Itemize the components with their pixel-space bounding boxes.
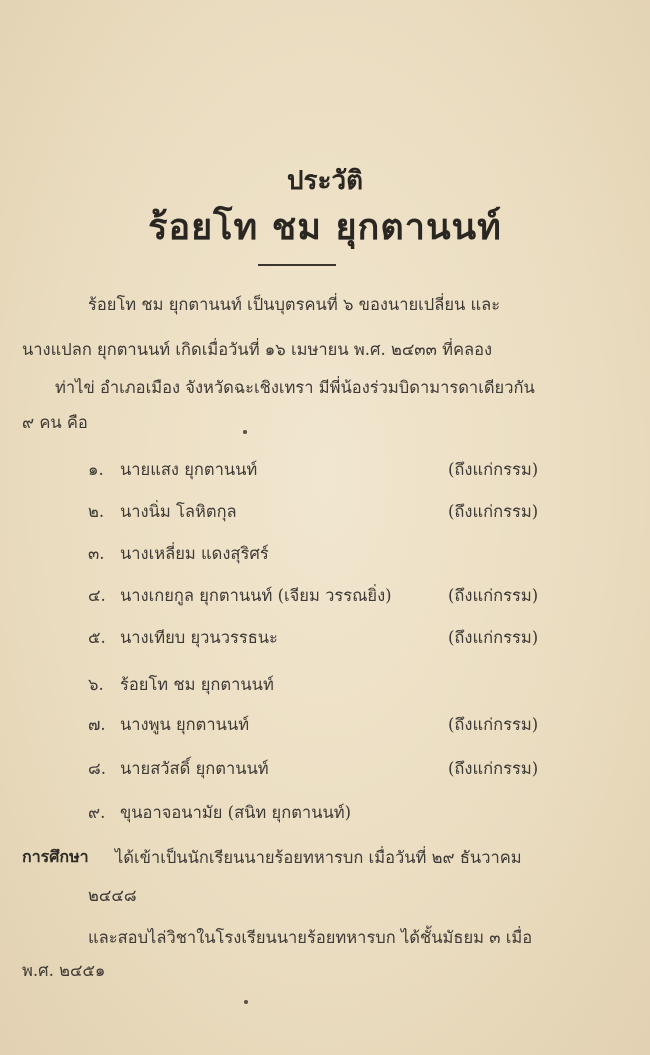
sibling-name: นางพูน ยุกตานนท์: [120, 715, 250, 734]
education-line-1: ได้เข้าเป็นนักเรียนนายร้อยทหารบก เมื่อวันที่ ๒๙ ธันวาคม: [115, 848, 522, 867]
sibling-item: [88, 457, 568, 485]
sibling-item: [88, 712, 568, 740]
sibling-item: [88, 800, 568, 828]
page-mark: [243, 430, 247, 434]
sibling-item: [88, 541, 568, 569]
sibling-item: [88, 583, 568, 611]
sibling-name: ขุนอาจอนามัย (สนิท ยุกตานนท์): [120, 803, 352, 822]
sibling-name: นายแสง ยุกตานนท์: [120, 460, 258, 479]
sibling-name: นางเทียบ ยุวนวรรธนะ: [120, 628, 278, 647]
title-divider: [258, 264, 336, 266]
sibling-item: [88, 499, 568, 527]
sibling-number: ๔.: [88, 586, 106, 605]
sibling-number: ๒.: [88, 502, 105, 521]
sibling-item: [88, 625, 568, 653]
sibling-note: (ถึงแก่กรรม): [448, 502, 539, 521]
sibling-number: ๕.: [88, 628, 106, 647]
sibling-item: [88, 672, 568, 700]
education-line-4: พ.ศ. ๒๔๕๑: [22, 961, 106, 980]
sibling-item: [88, 756, 568, 784]
sibling-number: ๘.: [88, 759, 106, 778]
sibling-note: (ถึงแก่กรรม): [448, 759, 539, 778]
education-line-3: และสอบไล่วิชาในโรงเรียนนายร้อยทหารบก ได้ชั้นมัธยม ๓ เมื่อ: [88, 928, 533, 947]
person-name-title: ร้อยโท ชม ยุกตานนท์: [148, 206, 502, 248]
sibling-name: นายสวัสดิ์ ยุกตานนท์: [120, 759, 269, 778]
sibling-note: (ถึงแก่กรรม): [448, 586, 539, 605]
sibling-number: ๓.: [88, 544, 105, 563]
intro-line-4: ๙ คน คือ: [22, 413, 88, 432]
page-mark: [244, 1000, 248, 1004]
sibling-note: (ถึงแก่กรรม): [448, 460, 539, 479]
education-line-2: ๒๔๔๘: [88, 886, 137, 905]
intro-line-3: ท่าไข่ อำเภอเมือง จังหวัดฉะเชิงเทรา มีพี่น้องร่วมบิดามารดาเดียวกัน: [55, 378, 535, 397]
sibling-name: นางเกยกูล ยุกตานนท์ (เจียม วรรณยิ่ง): [120, 586, 392, 605]
intro-line-1: ร้อยโท ชม ยุกตานนท์ เป็นบุตรคนที่ ๖ ของนายเปลี่ยน และ: [88, 295, 501, 314]
sibling-note: (ถึงแก่กรรม): [448, 715, 539, 734]
sibling-number: ๗.: [88, 715, 106, 734]
education-label: การศึกษา: [22, 847, 89, 866]
intro-line-2: นางแปลก ยุกตานนท์ เกิดเมื่อวันที่ ๑๖ เมษายน พ.ศ. ๒๔๓๓ ที่คลอง: [22, 340, 493, 359]
sibling-name: นางเหลี่ยม แดงสุริศร์: [120, 544, 269, 563]
sibling-number: ๙.: [88, 803, 106, 822]
sibling-name: นางนิ่ม โลหิตกุล: [120, 502, 237, 521]
sibling-note: (ถึงแก่กรรม): [448, 628, 539, 647]
sibling-name: ร้อยโท ชม ยุกตานนท์: [120, 675, 274, 694]
sibling-number: ๖.: [88, 675, 104, 694]
sibling-number: ๑.: [88, 460, 104, 479]
biography-heading: ประวัติ: [287, 166, 363, 196]
